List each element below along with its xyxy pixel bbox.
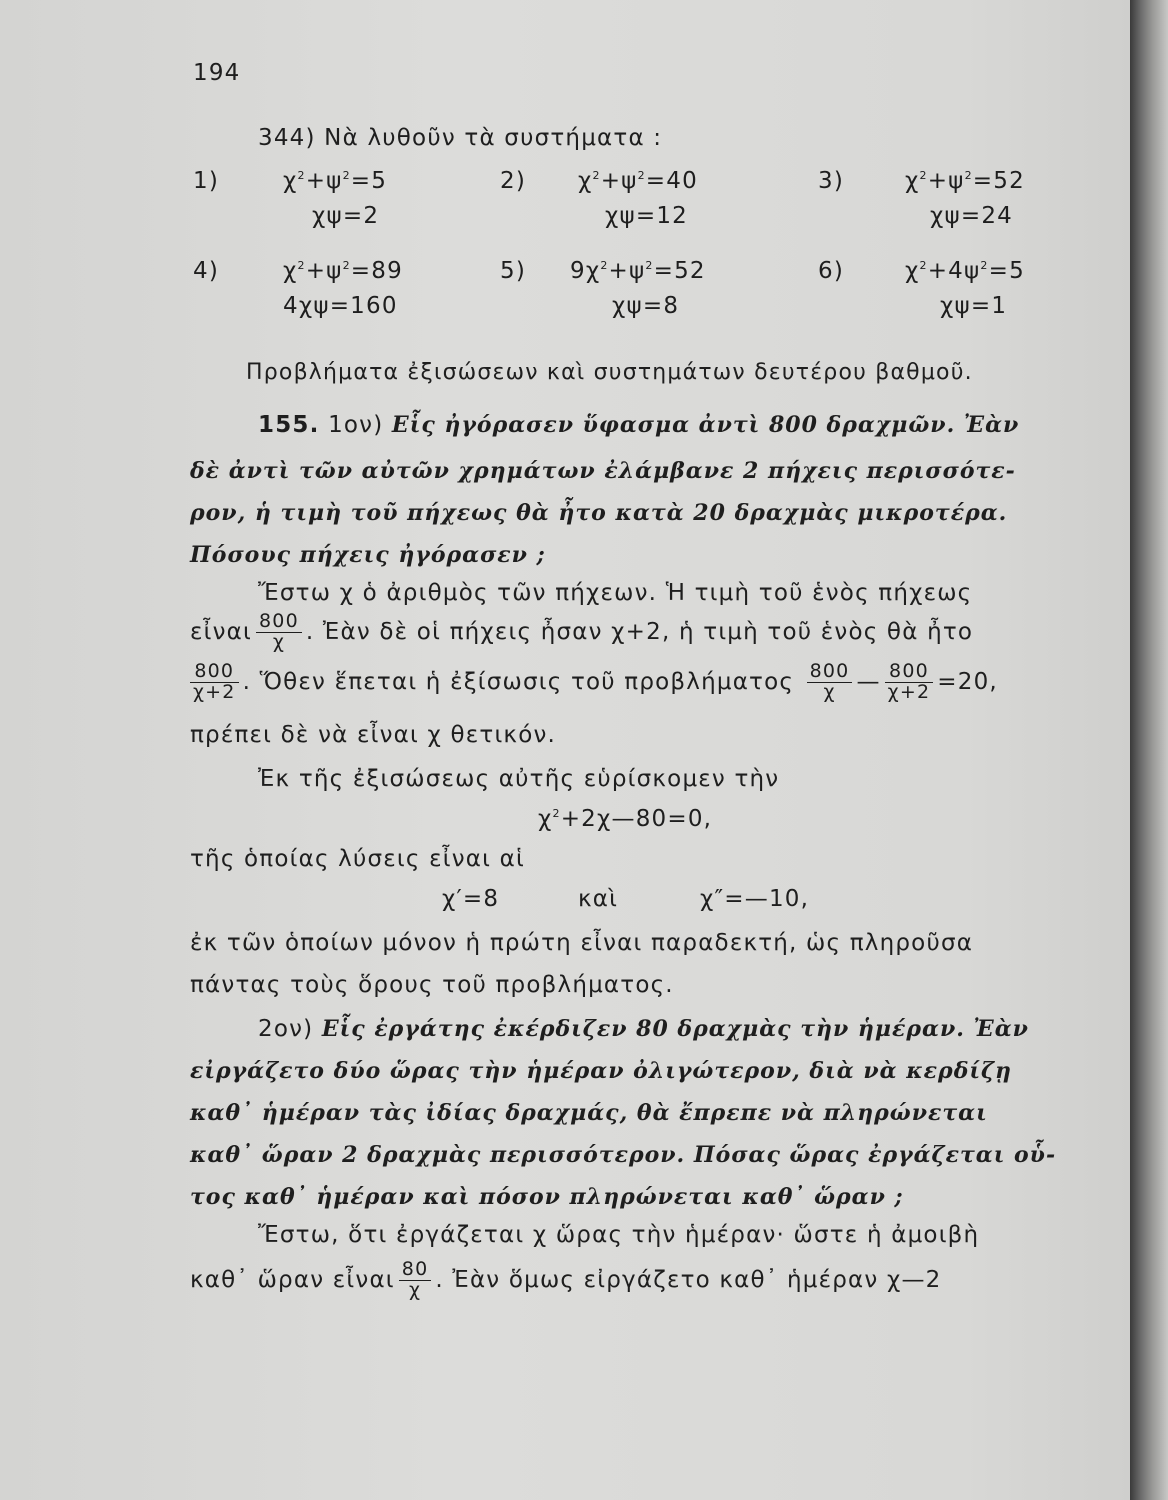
root-1: χ′=8	[442, 886, 500, 912]
section-title: Προβλήματα ἐξισώσεων καὶ συστημάτων δευτέρου βαθμοῦ.	[246, 360, 973, 385]
problem1-solution-6: τῆς ὁποίας λύσεις εἶναι αἱ	[190, 846, 525, 872]
fraction-800-over-x: $\frac{800}{\chi}$	[256, 612, 302, 653]
problem1-statement-1: Εἷς ἠγόρασεν ὕφασμα ἀντὶ 800 δραχμῶν. Ἐὰν	[391, 412, 1020, 438]
problem1-solution-8: πάντας τοὺς ὅρους τοῦ προβλήματος.	[190, 972, 674, 998]
problem1-ordinal: 1ον)	[328, 412, 384, 438]
problem2-statement-2: εἰργάζετο δύο ὥρας τὴν ἡμέραν ὀλιγώτερον, διὰ νὰ κερδίζῃ	[190, 1058, 1013, 1084]
problem2-statement-4: καθ᾽ ὥραν 2 δραχμὰς περισσότερον. Πόσας ὥρας ἐργάζεται οὗ-	[190, 1142, 1057, 1168]
fraction-800-over-x-plus-2: $\frac{800}{\chi+2}$	[190, 662, 239, 703]
system-label-3: 3)	[818, 168, 845, 194]
problem1-statement-2: δὲ ἀντὶ τῶν αὐτῶν χρημάτων ἐλάμβανε 2 πήχεις περισσότε-	[190, 458, 1016, 484]
problem1-solution-1: Ἔστω χ ὁ ἀριθμὸς τῶν πήχεων. Ἡ τιμὴ τοῦ ἑνὸς πήχεως	[258, 580, 973, 606]
root-2: χ″=—10,	[700, 886, 810, 912]
system-2-eq1: $\chi^2+\psi^2=40$	[578, 168, 698, 194]
problem1-heading	[258, 412, 1019, 438]
system-3-eq2: χψ=24	[930, 203, 1013, 229]
problem1-number: 155.	[258, 412, 320, 438]
equation-fraction-800-over-x-plus-2: $\frac{800}{\chi+2}$	[885, 662, 934, 703]
problem2-solution-1: Ἔστω, ὅτι ἐργάζεται χ ὥρας τὴν ἡμέραν· ὥστε ἡ ἀμοιβὴ	[258, 1222, 980, 1248]
problem1-statement-3: ρον, ἡ τιμὴ τοῦ πήχεως θὰ ἦτο κατὰ 20 δραχμὰς μικροτέρα.	[190, 500, 1008, 526]
problem2-heading	[258, 1016, 1029, 1042]
exercise-header: 344) Νὰ λυθοῦν τὰ συστήματα :	[258, 125, 663, 151]
problem2-statement-3: καθ᾽ ἡμέραν τὰς ἰδίας δραχμάς, θὰ ἔπρεπε νὰ πληρώνεται	[190, 1100, 988, 1126]
system-4-eq1: $\chi^2+\psi^2=89$	[283, 258, 403, 284]
system-6-eq1: $\chi^2+4\psi^2=5$	[905, 258, 1025, 284]
problem1-solution-7: ἐκ τῶν ὁποίων μόνον ἡ πρώτη εἶναι παραδεκτή, ὡς πληροῦσα	[190, 930, 974, 956]
problem2-ordinal: 2ον)	[258, 1016, 314, 1042]
problem1-solution-4: πρέπει δὲ νὰ εἶναι χ θετικόν.	[190, 722, 557, 748]
quadratic-equation: $\chi^2+2\chi—80=0$,	[538, 806, 713, 832]
problem2-solution-2: καθ᾽ ὥραν εἶναι $\frac{80}{\chi}$ . Ἐὰν ὅμως εἰργάζετο καθ᾽ ἡμέραν χ—2	[190, 1258, 942, 1301]
system-label-4: 4)	[193, 258, 220, 284]
fraction-80-over-x: $\frac{80}{\chi}$	[399, 1260, 432, 1301]
root-and: καὶ	[578, 886, 619, 912]
system-6-eq2: χψ=1	[940, 293, 1008, 319]
system-label-1: 1)	[193, 168, 220, 194]
problem1-statement-4: Πόσους πήχεις ἠγόρασεν ;	[190, 542, 546, 568]
problem2-statement-5: τος καθ᾽ ἡμέραν καὶ πόσον πληρώνεται καθ᾽ ὥραν ;	[190, 1184, 904, 1210]
problem1-solution-3: $\frac{800}{\chi+2}$ . Ὅθεν ἕπεται ἡ ἐξίσωσις τοῦ προβλήματος $\frac{800}{\chi}$ — $\frac{800}{\chi+2}$ =20,	[186, 662, 998, 703]
system-1-eq2: χψ=2	[312, 203, 380, 229]
problem1-solution-5: Ἐκ τῆς ἐξισώσεως αὐτῆς εὑρίσκομεν τὴν	[258, 766, 780, 792]
problem1-solution-2: εἶναι $\frac{800}{\chi}$ . Ἐὰν δὲ οἱ πήχεις ἦσαν χ+2, ἡ τιμὴ τοῦ ἑνὸς θὰ ἦτο	[190, 610, 974, 653]
page-number: 194	[193, 60, 241, 86]
system-2-eq2: χψ=12	[605, 203, 688, 229]
book-spine-edge	[1130, 0, 1168, 1500]
system-1-eq1: $\chi^2+\psi^2=5$	[283, 168, 388, 194]
system-label-6: 6)	[818, 258, 845, 284]
system-label-2: 2)	[500, 168, 527, 194]
problem2-statement-1: Εἷς ἐργάτης ἐκέρδιζεν 80 δραχμὰς τὴν ἡμέραν. Ἐὰν	[321, 1016, 1029, 1042]
system-label-5: 5)	[500, 258, 527, 284]
system-3-eq1: $\chi^2+\psi^2=52$	[905, 168, 1025, 194]
system-4-eq2: 4χψ=160	[283, 293, 398, 319]
system-5-eq2: χψ=8	[612, 293, 680, 319]
equation-fraction-800-over-x: $\frac{800}{\chi}$	[807, 662, 853, 703]
system-5-eq1: $9\chi^2+\psi^2=52$	[570, 258, 706, 284]
